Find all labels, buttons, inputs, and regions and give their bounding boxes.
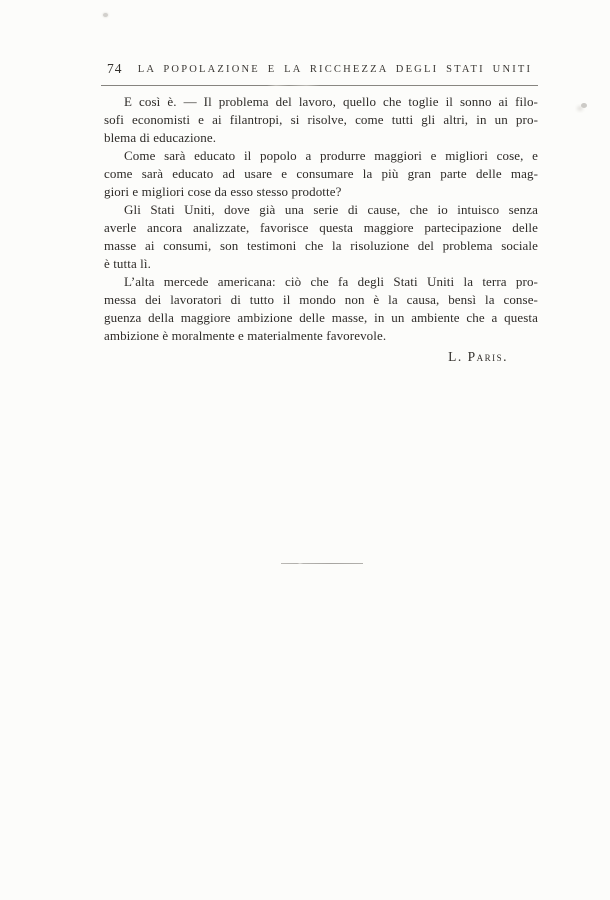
text-line: Gli Stati Uniti, dove già una serie di cause, che io intuisco senza xyxy=(124,202,538,217)
paragraph xyxy=(104,93,538,147)
text-line: sofi economisti e ai filantropi, si risolve, come tutti gli altri, in un pro- xyxy=(104,112,538,127)
text-line: averle ancora analizzate, favorisce questa maggiore partecipazione delle xyxy=(104,220,538,235)
header-rule xyxy=(101,85,538,86)
text-line: giori e migliori cose da esso stesso prodotte? xyxy=(104,184,342,199)
paragraph xyxy=(104,201,538,273)
scan-speck xyxy=(581,103,587,108)
text-line: E così è. — Il problema del lavoro, quello che toglie il sonno ai filo- xyxy=(124,94,538,109)
text-line: messa dei lavoratori di tutto il mondo non è la causa, bensì la conse- xyxy=(104,292,538,307)
author-signature: L. Paris. xyxy=(448,349,508,364)
text-line: guenza della maggiore ambizione delle masse, in un ambiente che a questa xyxy=(104,310,538,325)
text-line: è tutta lì. xyxy=(104,256,151,271)
section-divider-rule xyxy=(281,563,363,564)
text-line: Come sarà educato il popolo a produrre maggiori e migliori cose, e xyxy=(124,148,538,163)
text-line: L’alta mercede americana: ciò che fa degli Stati Uniti la terra pro- xyxy=(124,274,538,289)
body-text xyxy=(104,93,538,345)
text-line: blema di educazione. xyxy=(104,130,217,145)
text-line: ambizione è moralmente e materialmente favorevole. xyxy=(104,328,387,343)
paragraph xyxy=(104,147,538,201)
paragraph xyxy=(104,273,538,345)
scan-speck xyxy=(103,13,108,17)
running-header-title: LA POPOLAZIONE E LA RICCHEZZA DEGLI STATI UNITI xyxy=(137,64,533,75)
page-number: 74 xyxy=(107,61,123,76)
text-line: masse ai consumi, son testimoni che la risoluzione del problema sociale xyxy=(104,238,538,253)
text-line: come sarà educato ad usare e consumare la più gran parte delle mag- xyxy=(104,166,538,181)
